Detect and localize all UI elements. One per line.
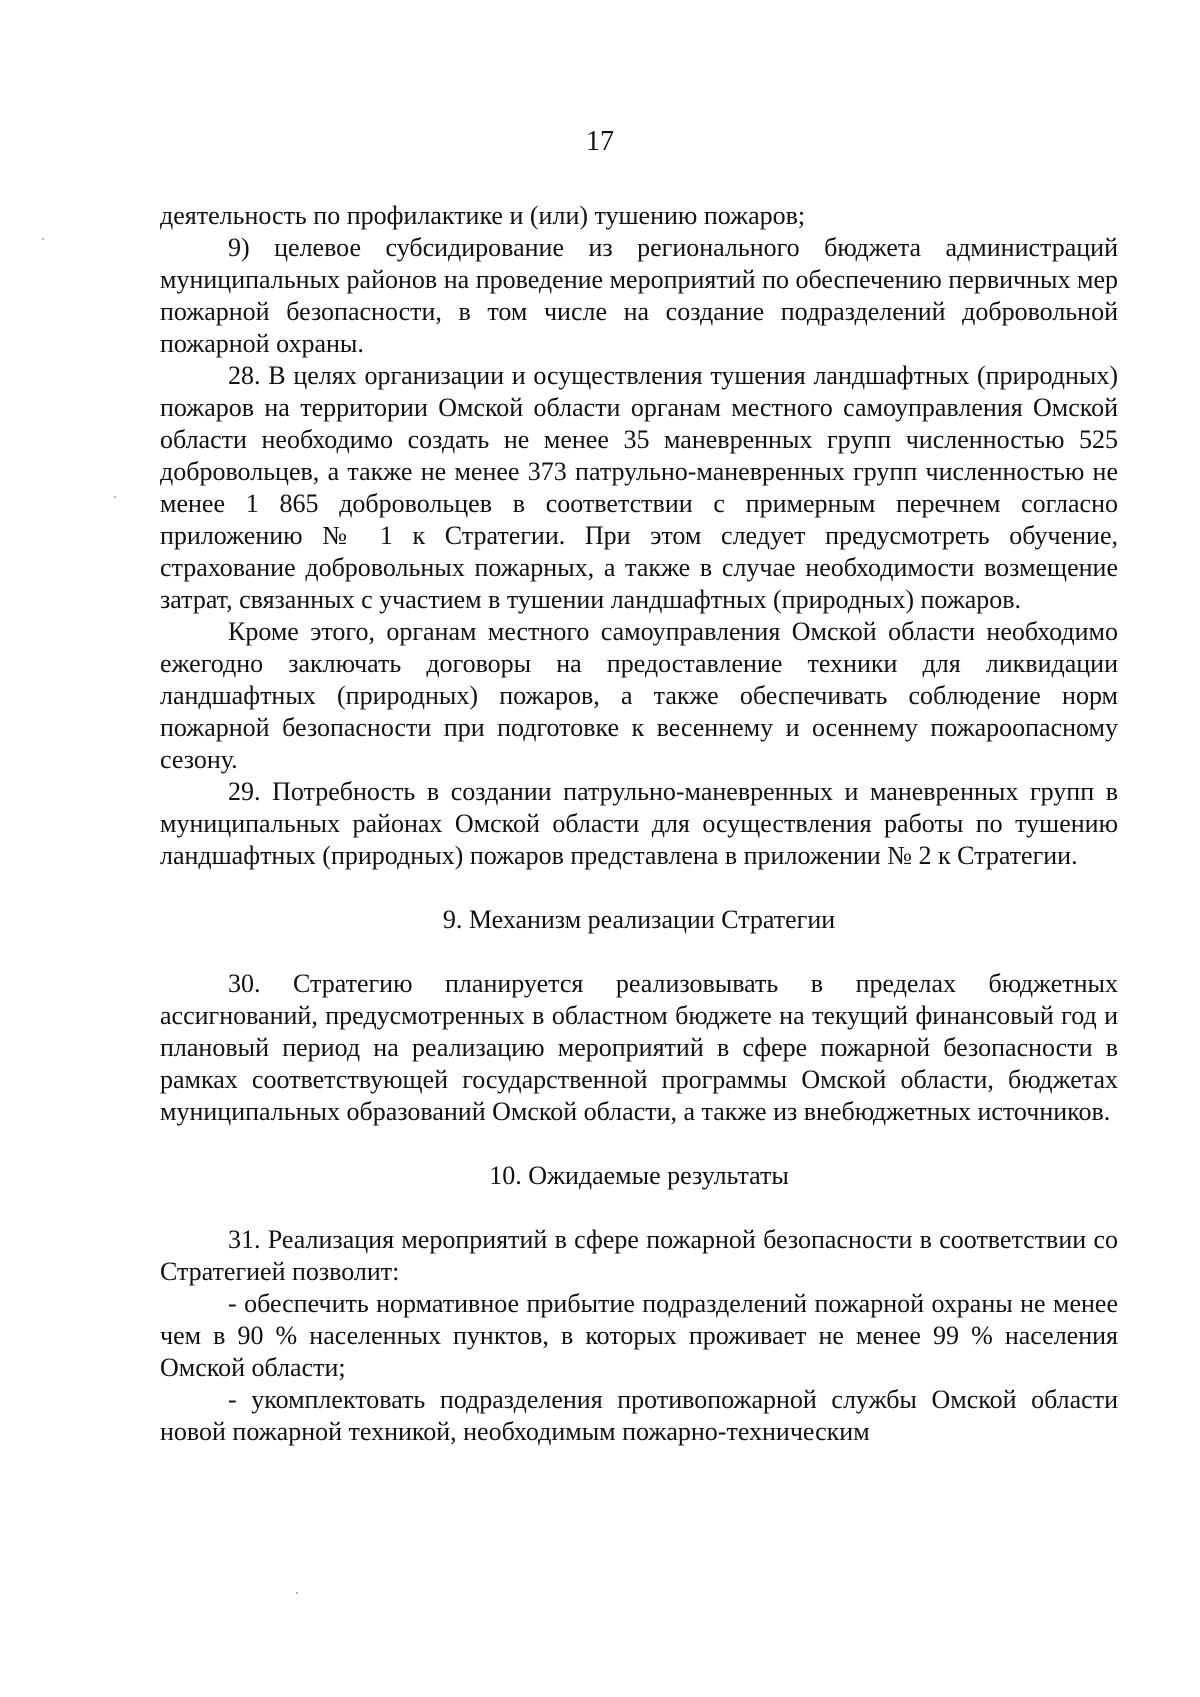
paragraph-continuation: деятельность по профилактике и (или) тушению пожаров; <box>160 201 806 230</box>
section-heading-10: 10. Ожидаемые результаты <box>489 1161 789 1190</box>
paragraph-item-9: 9) целевое субсидирование из регионального бюджета администраций муниципальных районов на проведение мероприятий по обеспечению первичных мер пожарной безопасности, в том числе на создание подразделений добровольной пожарной охраны. <box>160 233 1118 358</box>
list-item-2: - укомплектовать подразделения противопожарной службы Омской области новой пожарной техникой, необходимым пожарно-техническим <box>160 1385 1118 1446</box>
paragraph-31: 31. Реализация мероприятий в сфере пожарной безопасности в соответствии со Стратегией позволит: <box>160 1225 1118 1286</box>
paragraph-28: 28. В целях организации и осуществления тушения ландшафтных (природных) пожаров на территории Омской области органам местного самоуправления Омской области необходимо создать не менее 35 маневренных групп численностью 525 добровольцев, а также не менее 373 патрульно-маневренных групп численностью не менее 1 865 добровольцев в соответствии с примерным перечнем согласно приложению № 1 к Стратегии. При этом следует предусмотреть обучение, страхование добровольных пожарных, а также в случае необходимости возмещение затрат, связанных с участием в тушении ландшафтных (природных) пожаров. <box>160 361 1118 614</box>
scan-speck <box>114 496 116 498</box>
section-heading-9: 9. Механизм реализации Стратегии <box>442 905 836 934</box>
paragraph-29: 29. Потребность в создании патрульно-маневренных и маневренных групп в муниципальных районах Омской области для осуществления работы по тушению ландшафтных (природных) пожаров представлена в приложении № 2 к Стратегии. <box>160 777 1118 870</box>
list-item-1: - обеспечить нормативное прибытие подразделений пожарной охраны не менее чем в 90 % населенных пунктов, в которых проживает не менее 99 % населения Омской области; <box>160 1289 1118 1382</box>
page-number: 17 <box>586 126 614 157</box>
scan-speck <box>42 238 44 240</box>
scan-speck <box>296 1592 298 1594</box>
paragraph-28-continued: Кроме этого, органам местного самоуправления Омской области необходимо ежегодно заключать договоры на предоставление техники для ликвидации ландшафтных (природных) пожаров, а также обеспечивать соблюдение норм пожарной безопасности при подготовке к весеннему и осеннему пожароопасному сезону. <box>160 617 1118 774</box>
paragraph-30: 30. Стратегию планируется реализовывать в пределах бюджетных ассигнований, предусмотренных в областном бюджете на текущий финансовый год и плановый период на реализацию мероприятий в сфере пожарной безопасности в рамках соответствующей государственной программы Омской области, бюджетах муниципальных образований Омской области, а также из внебюджетных источников. <box>160 969 1118 1126</box>
document-body <box>160 200 1118 1448</box>
